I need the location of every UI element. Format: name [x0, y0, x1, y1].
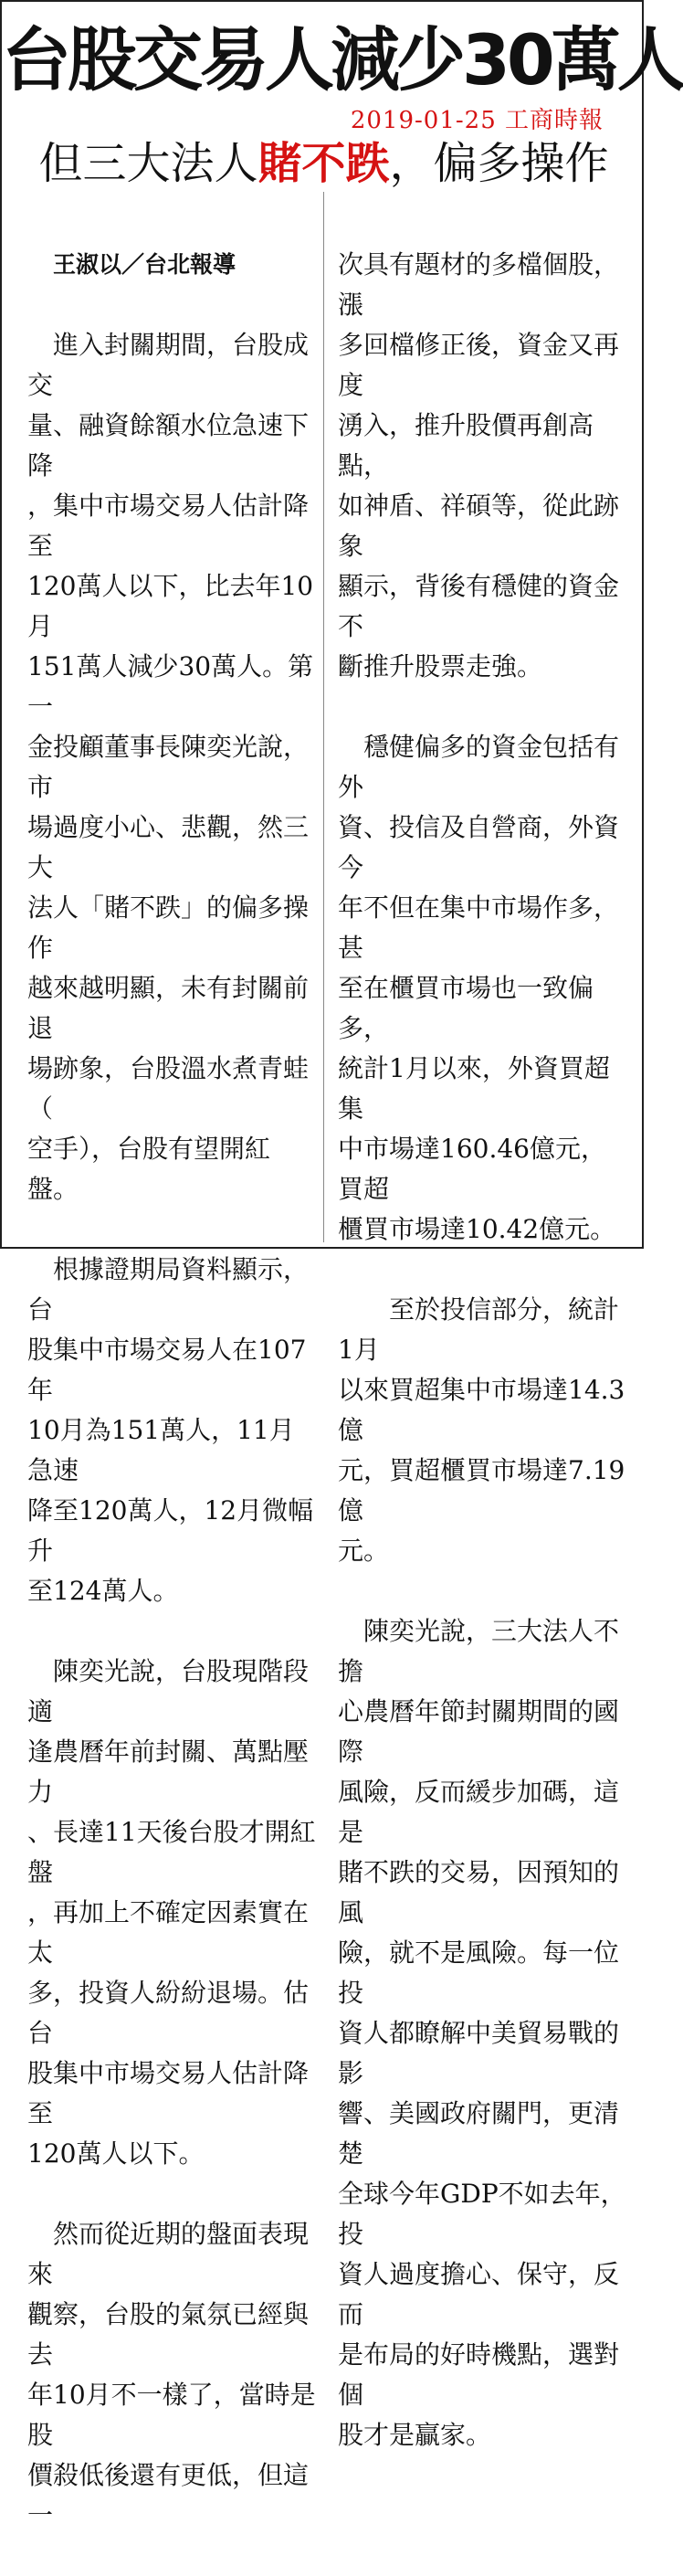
subhead-suffix: ，偏多操作: [389, 138, 609, 189]
subhead-highlight: 賭不跌: [257, 138, 390, 189]
right-paragraph-3: 至於投信部分，統計1月 以來買超集中市場達14.3億 元，買超櫃買市場達7.19億 元。: [338, 1294, 625, 1566]
column-divider: [323, 192, 324, 1242]
left-paragraph-2: 根據證期局資料顯示，台 股集中市場交易人在107年 10月為151萬人，11月急速 降至120萬人，12月微幅升 至124萬人。: [27, 1254, 314, 1606]
article-subheadline: [2, 134, 646, 193]
left-paragraph-3: 陳奕光說，台股現階段適 逢農曆年前封關、萬點壓力 、長達11天後台股才開紅盤 ，再加上不確定因素實在太 多，投資人紛紛退場。估台 股集中市場交易人估計降至 120萬人以下。: [27, 1656, 316, 2169]
subhead-prefix: 但三大法人: [38, 138, 258, 189]
left-article-column: [27, 205, 316, 2576]
right-paragraph-1: 次具有題材的多檔個股，漲 多回檔修正後，資金又再度 湧入，推升股價再創高點， 如神盾、祥碩等，從此跡象 顯示，背後有穩健的資金不 斷推升股票走強。: [338, 249, 620, 681]
right-article-column: [338, 205, 626, 2496]
publication-dateline: 2019-01-25 工商時報: [350, 107, 604, 134]
right-paragraph-4: 陳奕光說，三大法人不擔 心農曆年節封關期間的國際 風險，反而緩步加碼，這是 賭不跌的交易，因預知的風 險，就不是風險。每一位投 資人都瞭解中美貿易戰的影 響、美國政府關門，更清楚 全球今年GDP不如去年，投 資人過度擔心、保守，反而 是布局的好時機點，選對個 股才是贏家。: [338, 1616, 626, 2450]
article-headline: 台股交易人減少30萬人: [2, 19, 683, 100]
reporter-byline: 王淑以／台北報導: [53, 251, 236, 278]
left-paragraph-4: 然而從近期的盤面表現來 觀察，台股的氣氛已經與去 年10月不一樣了，當時是股 價殺低後還有更低，但這一: [27, 2219, 316, 2530]
right-paragraph-2: 穩健偏多的資金包括有外 資、投信及自營商，外資今 年不但在集中市場作多，甚 至在櫃買市場也一致偏多， 統計1月以來，外資買超集 中市場達160.46億元，買超 櫃買市場達10.42億元。: [338, 732, 620, 1244]
left-paragraph-1: 進入封關期間，台股成交 量、融資餘額水位急速下降 ，集中市場交易人估計降至 120萬人以下，比去年10月 151萬人減少30萬人。第一 金投顧董事長陳奕光說，市 場過度小心、悲觀，然三大 法人「賭不跌」的偏多操作 越來越明顯，未有封關前退 場跡象，台股溫水煮青蛙（ 空手），台股有望開紅盤。: [27, 330, 314, 1204]
